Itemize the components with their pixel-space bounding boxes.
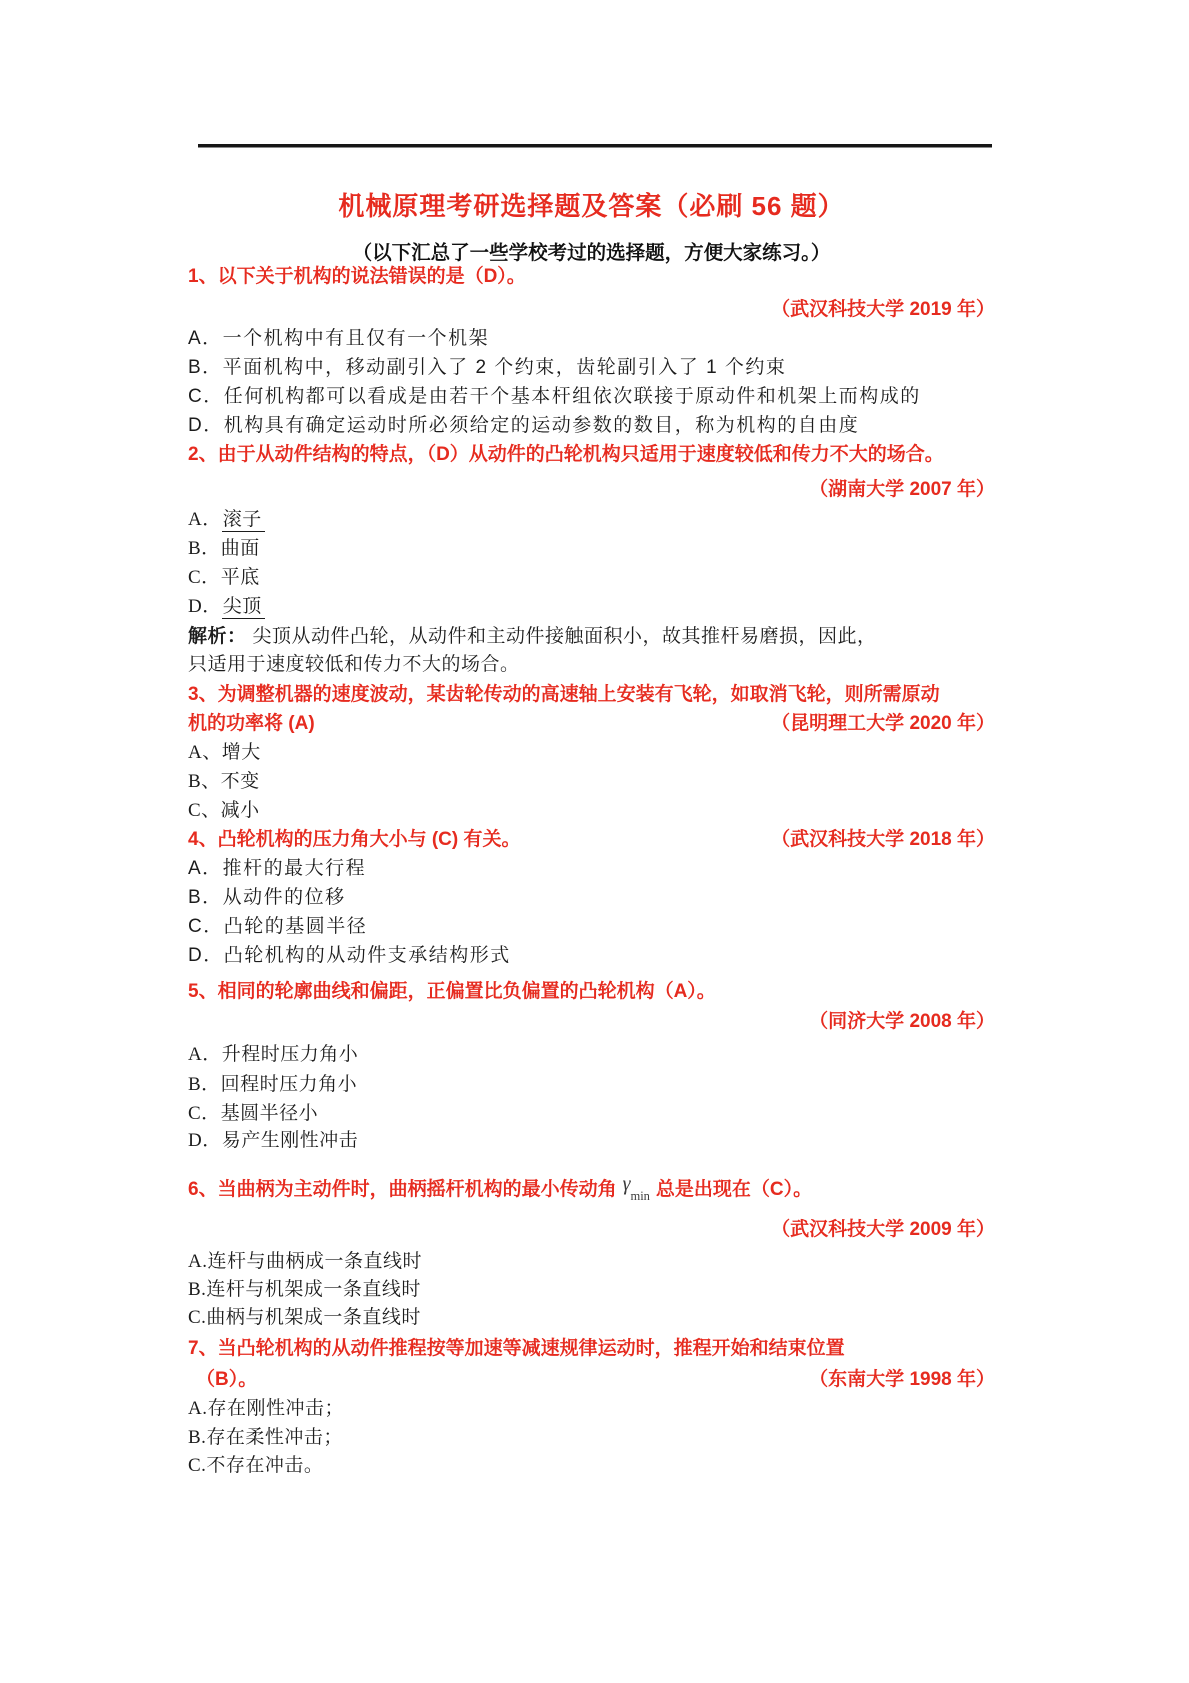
question-7-option-a: A.存在刚性冲击； (188, 1398, 344, 1419)
question-3-option-b: B、不变 (188, 771, 260, 792)
question-7-source: （东南大学 1998 年） (809, 1369, 995, 1390)
page-title: 机械原理考研选择题及答案（必刷 56 题） (338, 191, 845, 221)
question-2-text: 2、由于从动件结构的特点，（D）从动件的凸轮机构只适用于速度较低和传力不大的场合。 (188, 444, 944, 465)
question-1-option-b: B．平面机构中，移动副引入了 2 个约束，齿轮副引入了 1 个约束 (188, 357, 787, 378)
question-2-option-c (188, 565, 260, 591)
option-label-underlined: 尖顶 (222, 596, 265, 619)
question-1-text: 1、以下关于机构的说法错误的是（D）。 (188, 266, 526, 287)
question-3-source: （昆明理工大学 2020 年） (771, 713, 995, 734)
gamma-symbol: γ (622, 1173, 631, 1195)
question-7-text-line-1: 7、当凸轮机构的从动件推程按等加速等减速规律运动时，推程开始和结束位置 (188, 1338, 845, 1359)
question-6-option-a: A.连杆与曲柄成一条直线时 (188, 1251, 422, 1272)
question-1-option-d: D．机构具有确定运动时所必须给定的运动参数的数目，称为机构的自由度 (188, 415, 860, 436)
question-2-option-a (188, 507, 265, 533)
question-4-option-b: B．从动件的位移 (188, 887, 346, 908)
option-prefix: C． (188, 567, 221, 588)
option-prefix: D． (188, 596, 222, 617)
option-label-underlined: 滚子 (222, 509, 265, 532)
question-4-option-d: D．凸轮机构的从动件支承结构形式 (188, 945, 511, 966)
question-5-option-d: D．易产生刚性冲击 (188, 1130, 359, 1151)
gamma-subscript: min (630, 1188, 650, 1203)
question-6-stem-pre: 6、当曲柄为主动件时，曲柄摇杆机构的最小传动角 (188, 1179, 617, 1200)
question-5-option-c: C．基圆半径小 (188, 1103, 319, 1124)
option-prefix: B． (188, 538, 221, 559)
question-7-answer: （B）。 (196, 1369, 258, 1390)
question-2-source: （湖南大学 2007 年） (809, 479, 995, 500)
question-2-option-d (188, 594, 265, 620)
question-5-option-b: B．回程时压力角小 (188, 1074, 358, 1095)
question-4-option-a: A．推杆的最大行程 (188, 858, 367, 879)
header-rule (198, 144, 992, 148)
question-3-option-c: C、减小 (188, 800, 260, 821)
question-1-option-a: A．一个机构中有且仅有一个机架 (188, 328, 490, 349)
question-7-option-c: C.不存在冲击。 (188, 1455, 324, 1476)
question-3-text-line-2 (188, 711, 995, 737)
analysis-line-1 (188, 624, 877, 650)
question-1-option-c: C．任何机构都可以看成是由若干个基本杆组依次联接于原动件和机架上而构成的 (188, 386, 921, 407)
option-label: 平底 (220, 567, 260, 588)
question-1-source: （武汉科技大学 2019 年） (771, 299, 995, 320)
question-7-text-line-2 (188, 1367, 995, 1393)
question-6-option-c: C.曲柄与机架成一条直线时 (188, 1307, 421, 1328)
analysis-text: 尖顶从动件凸轮，从动件和主动件接触面积小，故其推杆易磨损，因此， (252, 626, 877, 647)
question-4-source: （武汉科技大学 2018 年） (771, 829, 995, 850)
question-3-text-line-1: 3、为调整机器的速度波动，某齿轮传动的高速轴上安装有飞轮，如取消飞轮，则所需原动 (188, 684, 940, 705)
question-3-answer: 机的功率将 (A) (188, 713, 315, 734)
question-5-option-a: A．升程时压力角小 (188, 1044, 359, 1065)
option-label: 曲面 (220, 538, 260, 559)
analysis-line-2: 只适用于速度较低和传力不大的场合。 (188, 654, 520, 675)
question-6-option-b: B.连杆与机架成一条直线时 (188, 1279, 421, 1300)
analysis-label: 解析： (188, 626, 247, 647)
question-4-stem: 4、凸轮机构的压力角大小与 (C) 有关。 (188, 829, 521, 850)
question-6-text (188, 1173, 813, 1203)
question-5-text: 5、相同的轮廓曲线和偏距，正偏置比负偏置的凸轮机构（A）。 (188, 981, 716, 1002)
question-7-option-b: B.存在柔性冲击； (188, 1427, 343, 1448)
question-5-source: （同济大学 2008 年） (809, 1011, 995, 1032)
question-3-option-a: A、增大 (188, 742, 261, 763)
gamma-min-formula (622, 1173, 650, 1203)
option-prefix: A． (188, 509, 222, 530)
question-6-source: （武汉科技大学 2009 年） (771, 1219, 995, 1240)
question-2-option-b (188, 536, 260, 562)
question-4-option-c: C．凸轮的基圆半径 (188, 916, 368, 937)
question-6-stem-post: 总是出现在（C）。 (655, 1179, 813, 1200)
page-subtitle: （以下汇总了一些学校考过的选择题，方便大家练习。） (352, 242, 831, 264)
question-4-text (188, 827, 995, 853)
